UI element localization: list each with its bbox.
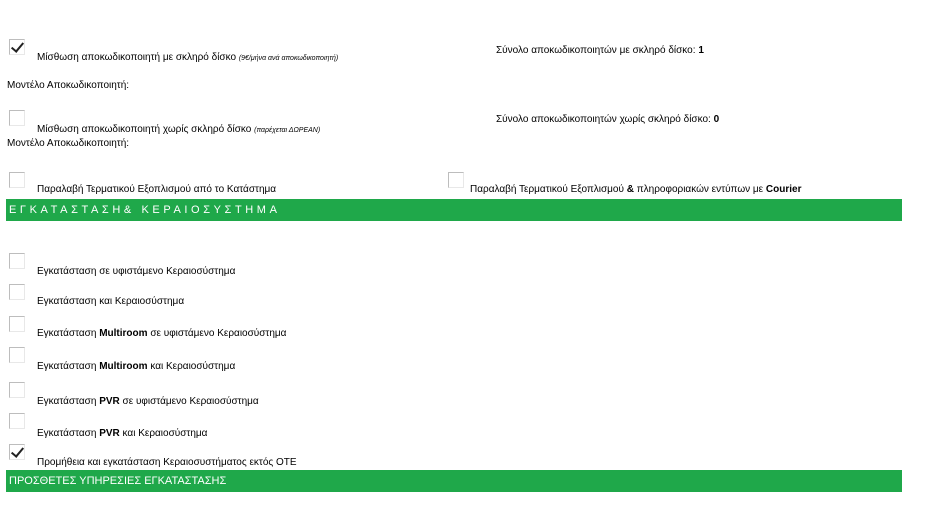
install-option-text: και Κεραιοσύστημα — [150, 361, 236, 372]
checkbox-install-0[interactable] — [9, 253, 25, 269]
decoder-with-disk-model-label: Μοντέλο Αποκωδικοποιητή: — [7, 80, 130, 91]
install-option-text: Εγκατάσταση — [37, 328, 97, 339]
decoder-without-disk-label: Μίσθωση αποκωδικοποιητή χωρίς σκληρό δίσκο — [37, 124, 252, 135]
checkbox-install-1[interactable] — [9, 284, 25, 300]
checkbox-install-3[interactable] — [9, 347, 25, 363]
decoder-without-disk-note: (παρέχεται ΔΩΡΕΑΝ) — [254, 127, 321, 134]
checkbox-install-4[interactable] — [9, 382, 25, 398]
decoder-with-disk-label: Μίσθωση αποκωδικοποιητή με σκληρό δίσκο — [37, 52, 237, 63]
install-option-bold: Multiroom — [99, 361, 148, 372]
install-option-3 — [37, 361, 235, 372]
install-option-text: Εγκατάσταση και Κεραιοσύστημα — [37, 296, 185, 307]
decoder-with-disk-total — [496, 45, 704, 56]
decoder-with-disk-note: (9€/μήνα ανά αποκωδικοποιητή) — [238, 55, 339, 62]
checkbox-install-6[interactable] — [9, 444, 25, 460]
checkbox-decoder-with-disk[interactable] — [9, 39, 25, 55]
install-option-text: Εγκατάσταση — [37, 428, 97, 439]
pickup-courier-amp: & — [626, 184, 634, 195]
pickup-courier-row — [470, 184, 801, 195]
install-option-text: σε υφιστάμενο Κεραιοσύστημα — [150, 328, 287, 339]
decoder-with-disk-total-label: Σύνολο αποκωδικοποιητών με σκληρό δίσκο: — [496, 45, 696, 56]
install-option-2 — [37, 328, 286, 339]
install-option-5 — [37, 428, 207, 439]
decoder-with-disk-total-value: 1 — [698, 45, 704, 56]
pickup-courier-label-a: Παραλαβή Τερματικού Εξοπλισμού — [470, 184, 624, 195]
install-option-text: Εγκατάσταση σε υφιστάμενο Κεραιοσύστημα — [37, 266, 236, 277]
decoder-without-disk-total-label: Σύνολο αποκωδικοποιητών χωρίς σκληρό δίσκο: — [496, 114, 711, 125]
install-option-bold: Multiroom — [99, 328, 148, 339]
checkbox-install-2[interactable] — [9, 316, 25, 332]
checkbox-pickup-store[interactable] — [9, 172, 25, 188]
checkbox-install-5[interactable] — [9, 413, 25, 429]
decoder-without-disk-model-label: Μοντέλο Αποκωδικοποιητή: — [7, 138, 130, 149]
install-option-bold: PVR — [99, 396, 120, 407]
install-option-text: Εγκατάσταση — [37, 361, 97, 372]
install-option-text: Εγκατάσταση — [37, 396, 97, 407]
checkbox-decoder-without-disk[interactable] — [9, 110, 25, 126]
install-option-text: και Κεραιοσύστημα — [122, 428, 208, 439]
install-option-text: Προμήθεια και εγκατάσταση Κεραιοσυστήματος εκτός ΟΤΕ — [37, 457, 297, 468]
decoder-without-disk-row — [37, 124, 320, 135]
decoder-without-disk-total — [496, 114, 719, 125]
decoder-without-disk-total-value: 0 — [713, 114, 720, 125]
pickup-courier-label-b: πληροφοριακών εντύπων με — [636, 184, 764, 195]
install-option-1 — [37, 296, 184, 307]
install-option-4 — [37, 396, 259, 407]
pickup-courier-label-c: Courier — [765, 184, 802, 195]
install-option-text: σε υφιστάμενο Κεραιοσύστημα — [122, 396, 259, 407]
checkbox-pickup-courier[interactable] — [448, 172, 464, 188]
decoder-with-disk-row — [37, 52, 338, 63]
install-option-6 — [37, 457, 297, 468]
pickup-store-label: Παραλαβή Τερματικού Εξοπλισμού από το Κατάστημα — [37, 184, 277, 195]
section-installation-antenna-header: ΕΓΚΑΤΑΣΤΑΣΗ& ΚΕΡΑΙΟΣΥΣΤΗΜΑ — [6, 199, 902, 221]
section-additional-services-header: ΠΡΟΣΘΕΤΕΣ ΥΠΗΡΕΣΙΕΣ ΕΓΚΑΤΑΣΤΑΣΗΣ — [6, 470, 902, 492]
install-option-0 — [37, 266, 235, 277]
install-option-bold: PVR — [99, 428, 120, 439]
